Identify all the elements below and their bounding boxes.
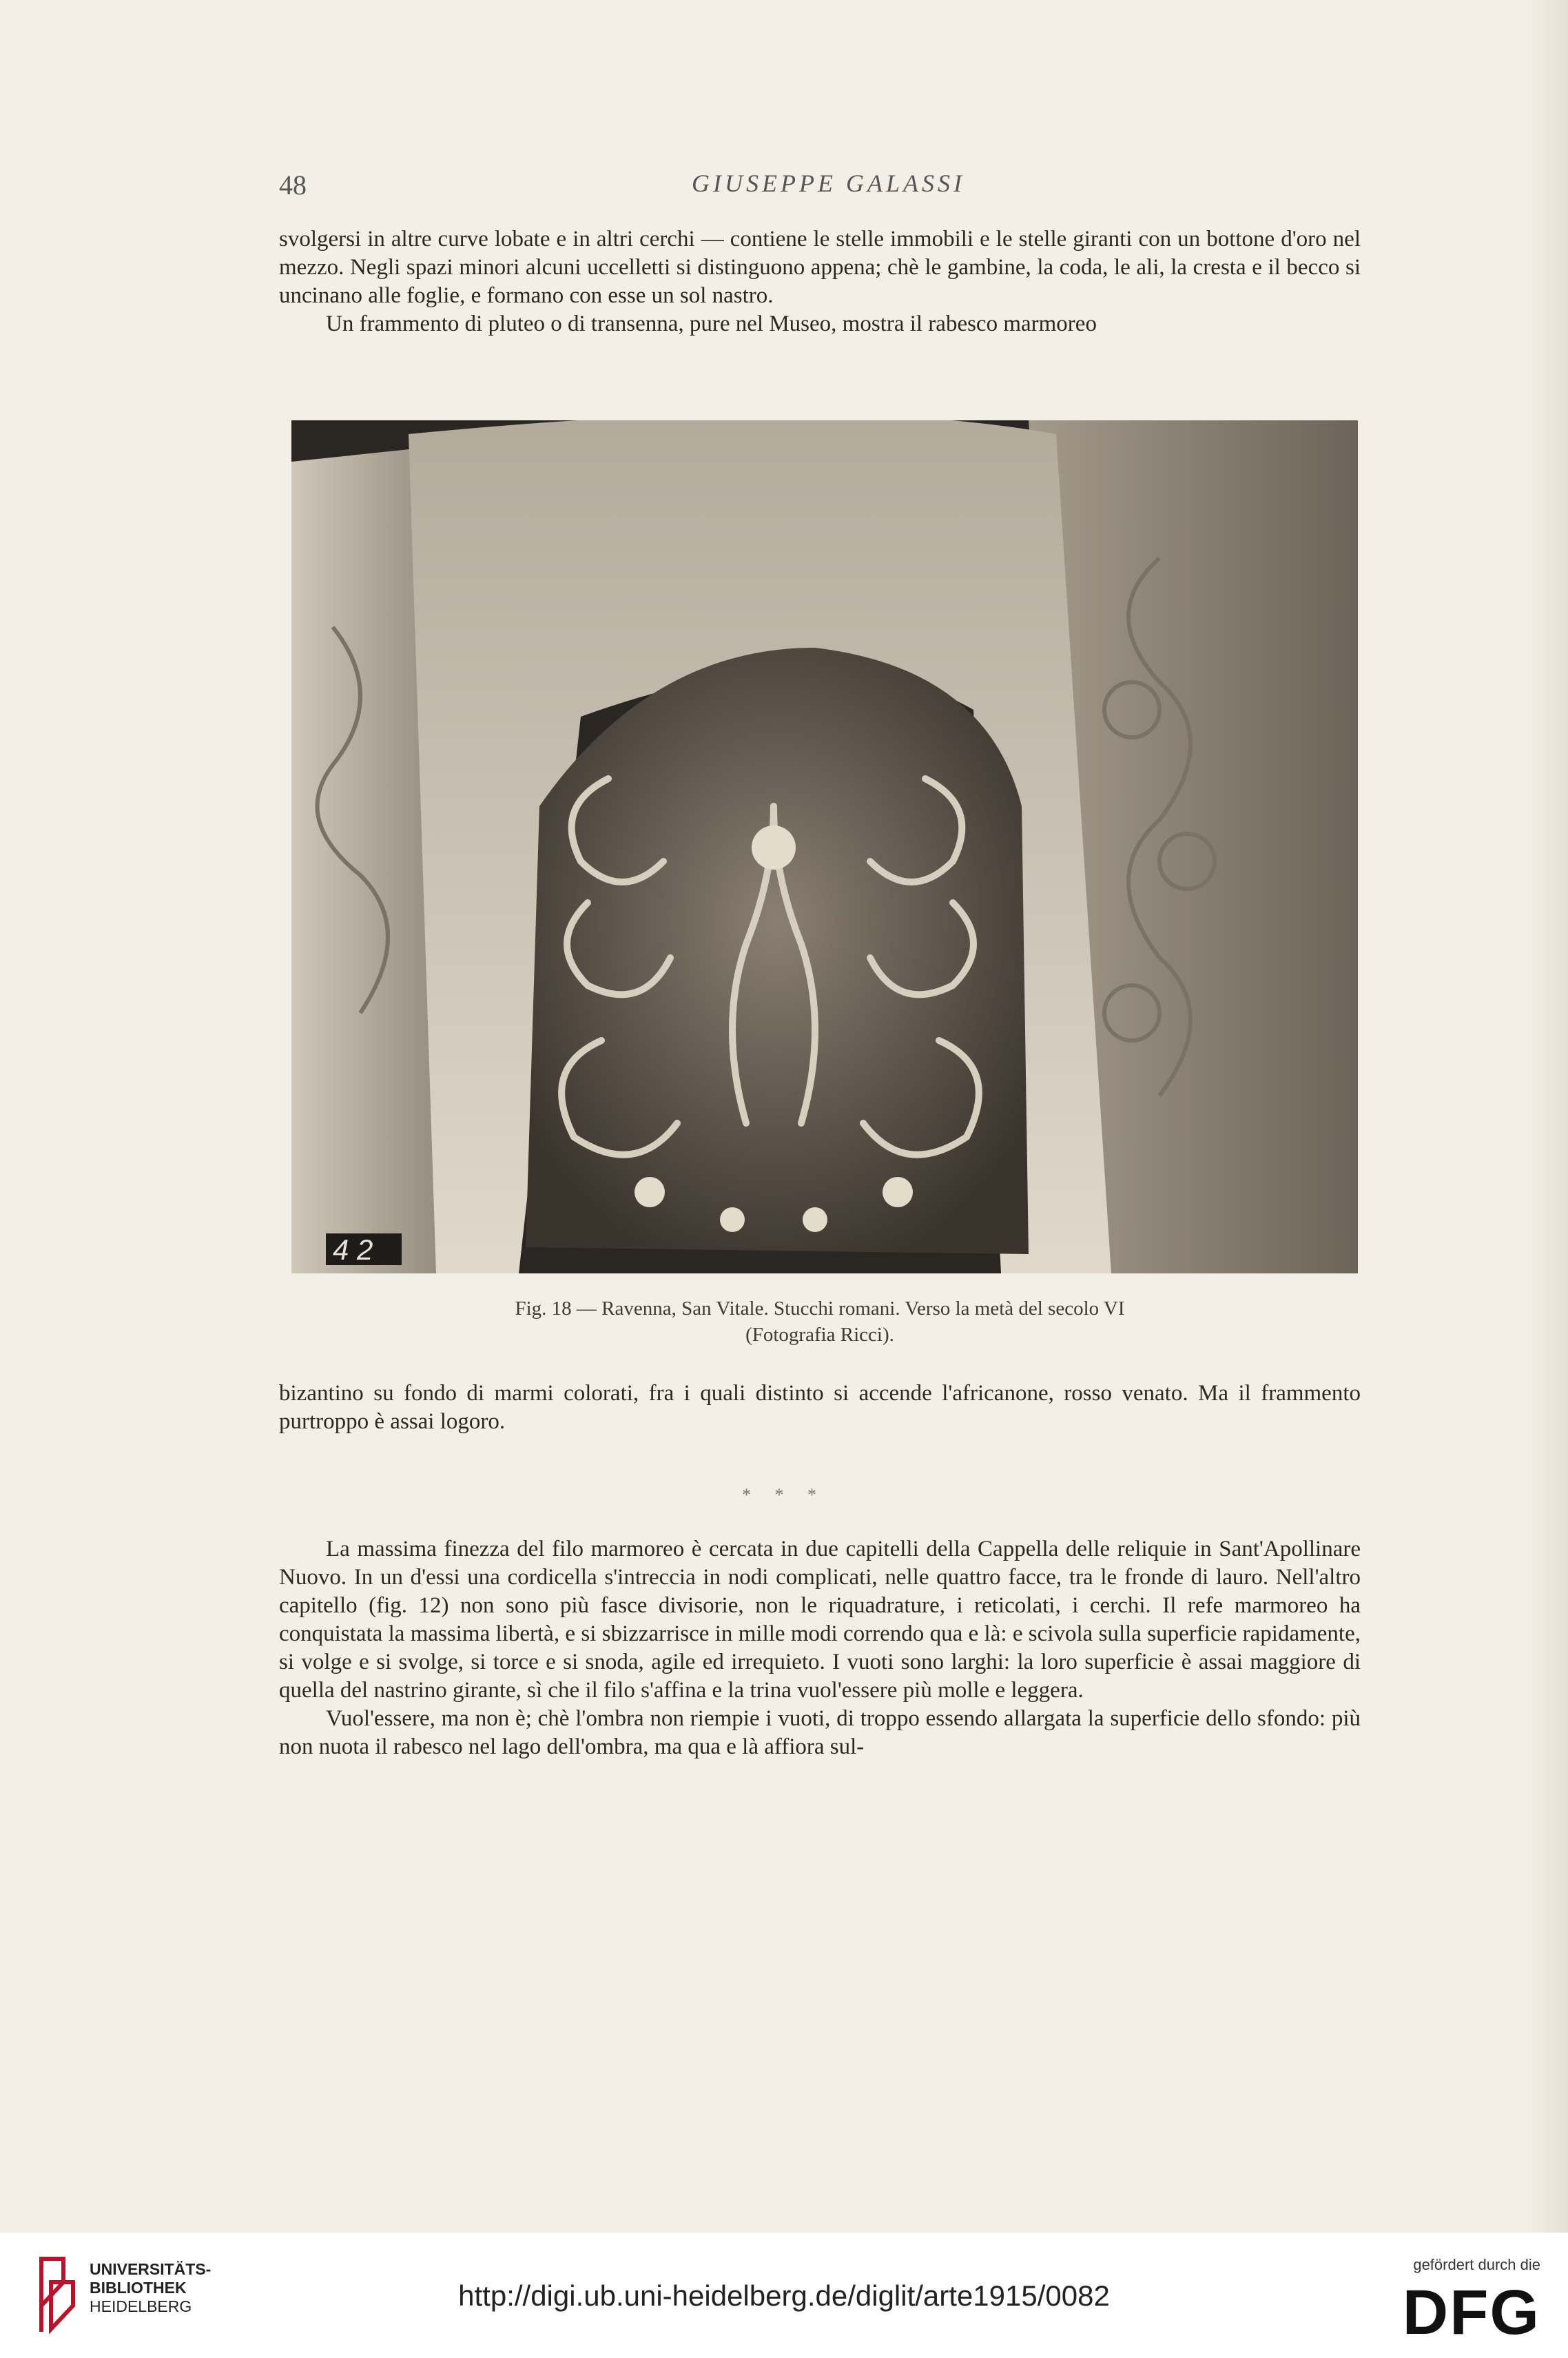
funding-label: gefördert durch die [1413, 2256, 1540, 2273]
dfg-logo: DFG [1402, 2277, 1540, 2348]
figure-credit: (Fotografia Ricci). [745, 1324, 894, 1346]
page-edge-shadow [1527, 0, 1568, 2233]
library-line: HEIDELBERG [90, 2297, 192, 2315]
paragraph: svolgersi in altre curve lobate e in altri cerchi — contiene le stelle immobili e le stelle giranti con un bottone d'oro nel mezzo. Negli spazi minori alcuni uccelletti si distinguono appena; chè le gambine, la coda, le ali, la cresta e il becco si uncinano alle foglie, e formano con esse un sol nastro. [279, 227, 1361, 308]
stucco-relief-photo [291, 420, 1358, 1273]
text-block-middle [279, 1380, 1361, 1436]
library-line: BIBLIOTHEK [90, 2279, 187, 2297]
paragraph: Un frammento di pluteo o di transenna, pure nel Museo, mostra il rabesco marmoreo [326, 311, 1097, 336]
page-number: 48 [279, 170, 307, 201]
text-block-bottom [279, 1535, 1361, 1761]
library-line: UNIVERSITÄTS- [90, 2260, 212, 2278]
text-block-top [279, 225, 1361, 338]
running-header [279, 169, 1378, 210]
section-break: * * * [742, 1485, 826, 1505]
digitization-footer [0, 2233, 1568, 2358]
running-title: GIUSEPPE GALASSI [692, 170, 965, 197]
paragraph: bizantino su fondo di marmi colorati, fra i quali distinto si accende l'africanone, rosso venato. Ma il frammento purtroppo è assai logoro. [279, 1381, 1361, 1434]
figure-photograph [291, 420, 1358, 1273]
figure-caption: Fig. 18 — Ravenna, San Vitale. Stucchi romani. Verso la metà del secolo VI [515, 1298, 1125, 1320]
paragraph: La massima finezza del filo marmoreo è cercata in due capitelli della Cappella delle reliquie in Sant'Apollinare Nuovo. In un d'essi una cordicella s'intreccia in nodi complicati, nelle quattro facce, tra le fronde di lauro. Nell'altro capitello (fig. 12) non sono più fasce divisorie, non le riquadrature, i reticolati, i cerchi. Il refe marmoreo ha conquistata la massima libertà, e si sbizzarrisce in mille modi correndo qua e là: e scivola sulla superficie rapidamente, si volge e si svolge, si torce e si snoda, agile ed irrequieto. I vuoti sono larghi: la loro superficie è assai maggiore di quella del nastrino girante, sì che il filo s'affina e la trina vuol'essere più molle e leggera. [279, 1537, 1361, 1703]
paragraph: Vuol'essere, ma non è; chè l'ombra non riempie i vuoti, di troppo essendo allargata la superficie dello sfondo: più non nuota il rabesco nel lago dell'ombra, ma qua e là affiora sul- [279, 1706, 1361, 1759]
permalink-url[interactable]: http://digi.ub.uni-heidelberg.de/diglit/arte1915/0082 [458, 2279, 1110, 2312]
photo-plate-number: 4 2 [333, 1233, 373, 1266]
